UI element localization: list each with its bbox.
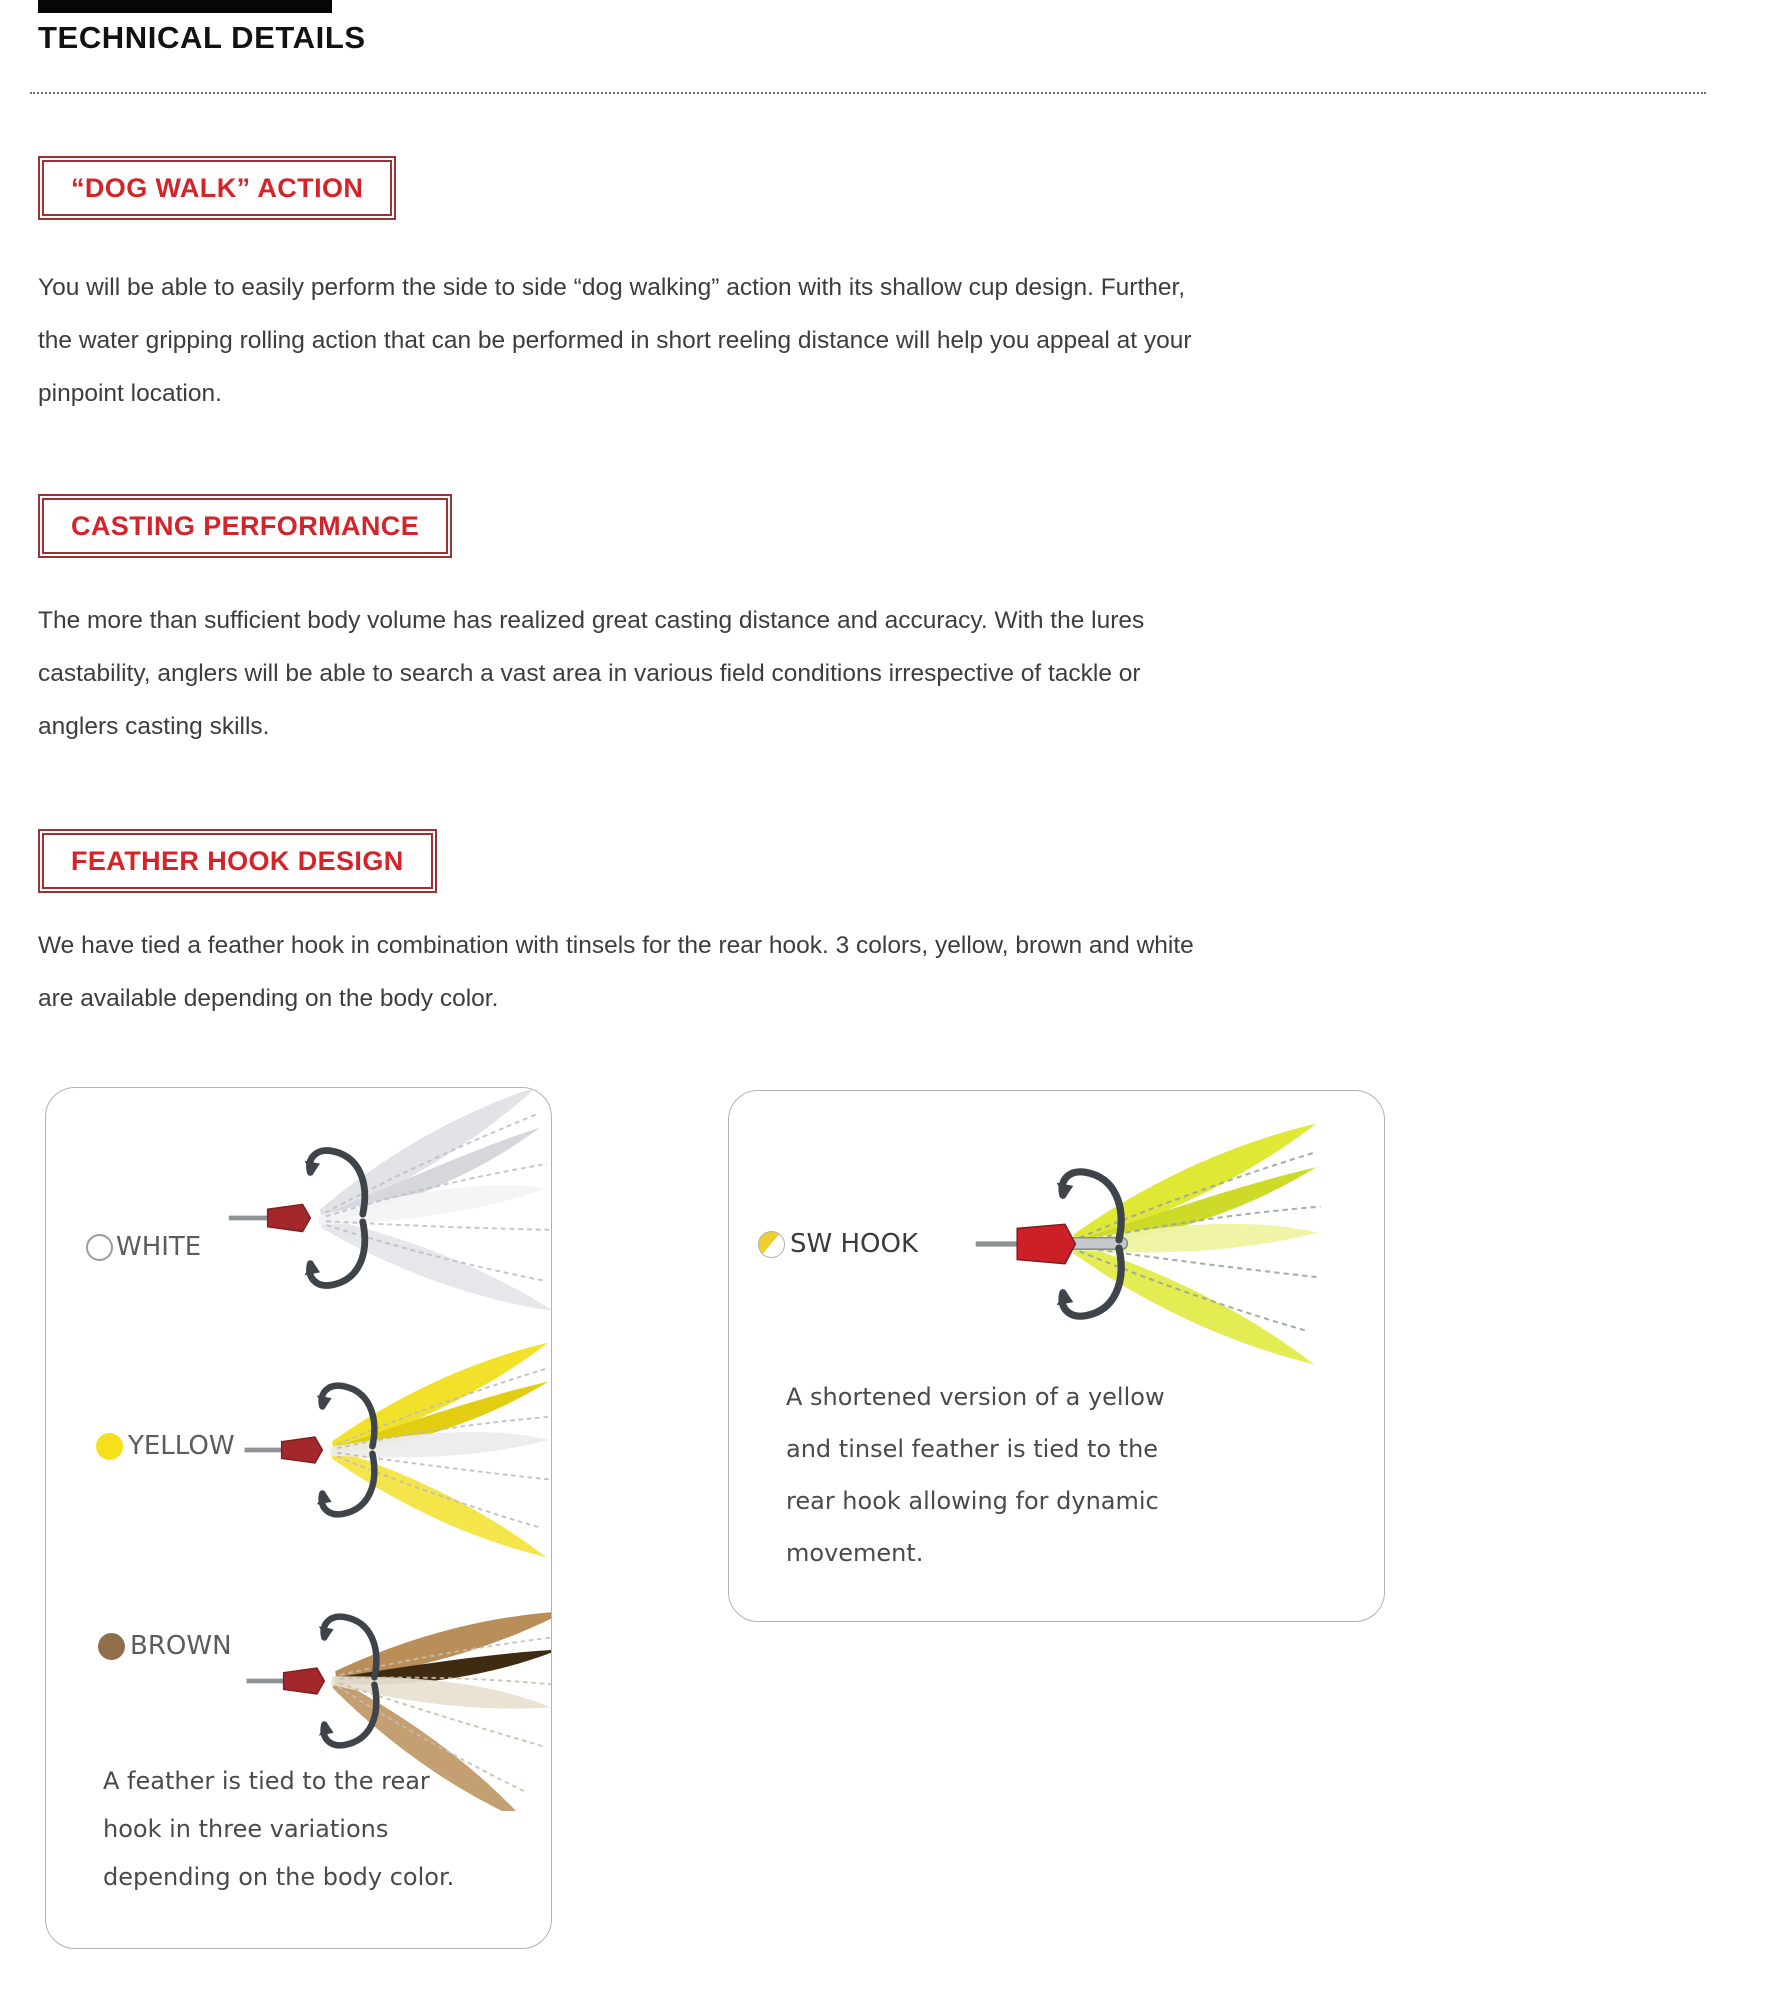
dotted-divider xyxy=(30,92,1706,94)
feather-variants-card xyxy=(45,1087,552,1949)
page-title: TECHNICAL DETAILS xyxy=(38,20,366,55)
white-color-dot xyxy=(86,1234,113,1261)
text-line: depending on the body color. xyxy=(103,1863,455,1891)
yellow-color-dot xyxy=(96,1433,123,1460)
sw-hook-color-dot xyxy=(758,1231,785,1258)
section-heading-box-casting xyxy=(38,494,452,558)
text-line: are available depending on the body color. xyxy=(38,985,499,1012)
white-feather-hook-image xyxy=(223,1090,552,1346)
section-heading-box-dog-walk xyxy=(38,156,396,220)
text-line: castability, anglers will be able to search a vast area in various field conditions irrespective of tackle or xyxy=(38,660,1141,687)
text-line: and tinsel feather is tied to the xyxy=(786,1435,1159,1463)
text-line: movement. xyxy=(786,1539,924,1567)
cropped-top-black-bar xyxy=(38,0,332,13)
feather-variants-caption xyxy=(103,1757,454,1901)
variant-label-white: WHITE xyxy=(116,1232,202,1262)
section-heading-box-feather xyxy=(38,829,437,893)
text-line: A shortened version of a yellow xyxy=(786,1383,1165,1411)
text-line: A feather is tied to the rear xyxy=(103,1767,430,1795)
text-line: anglers casting skills. xyxy=(38,713,270,740)
text-line: The more than sufficient body volume has realized great casting distance and accuracy. With the lures xyxy=(38,607,1145,634)
text-line: We have tied a feather hook in combination with tinsels for the rear hook. 3 colors, yellow, brown and white xyxy=(38,932,1194,959)
variant-label-brown: BROWN xyxy=(130,1631,232,1661)
section-heading-dog-walk: “DOG WALK” ACTION xyxy=(71,172,364,203)
brown-color-dot xyxy=(98,1633,125,1660)
yellow-feather-hook-image xyxy=(239,1325,552,1575)
section-heading-casting: CASTING PERFORMANCE xyxy=(71,510,420,541)
text-line: hook in three variations xyxy=(103,1815,389,1843)
sw-hook-image xyxy=(951,1109,1341,1379)
paragraph-casting xyxy=(38,594,1358,753)
sw-hook-label: SW HOOK xyxy=(790,1229,919,1259)
paragraph-feather xyxy=(38,919,1358,1025)
variant-label-yellow: YELLOW xyxy=(128,1431,235,1461)
text-line: rear hook allowing for dynamic xyxy=(786,1487,1159,1515)
sw-hook-card xyxy=(728,1090,1385,1622)
sw-hook-description xyxy=(786,1371,1165,1579)
paragraph-dog-walk xyxy=(38,261,1358,420)
text-line: You will be able to easily perform the side to side “dog walking” action with its shallow cup design. Further, xyxy=(38,274,1186,301)
text-line: the water gripping rolling action that can be performed in short reeling distance will help you appeal at your xyxy=(38,327,1192,354)
section-heading-feather: FEATHER HOOK DESIGN xyxy=(71,845,404,876)
text-line: pinpoint location. xyxy=(38,380,222,407)
